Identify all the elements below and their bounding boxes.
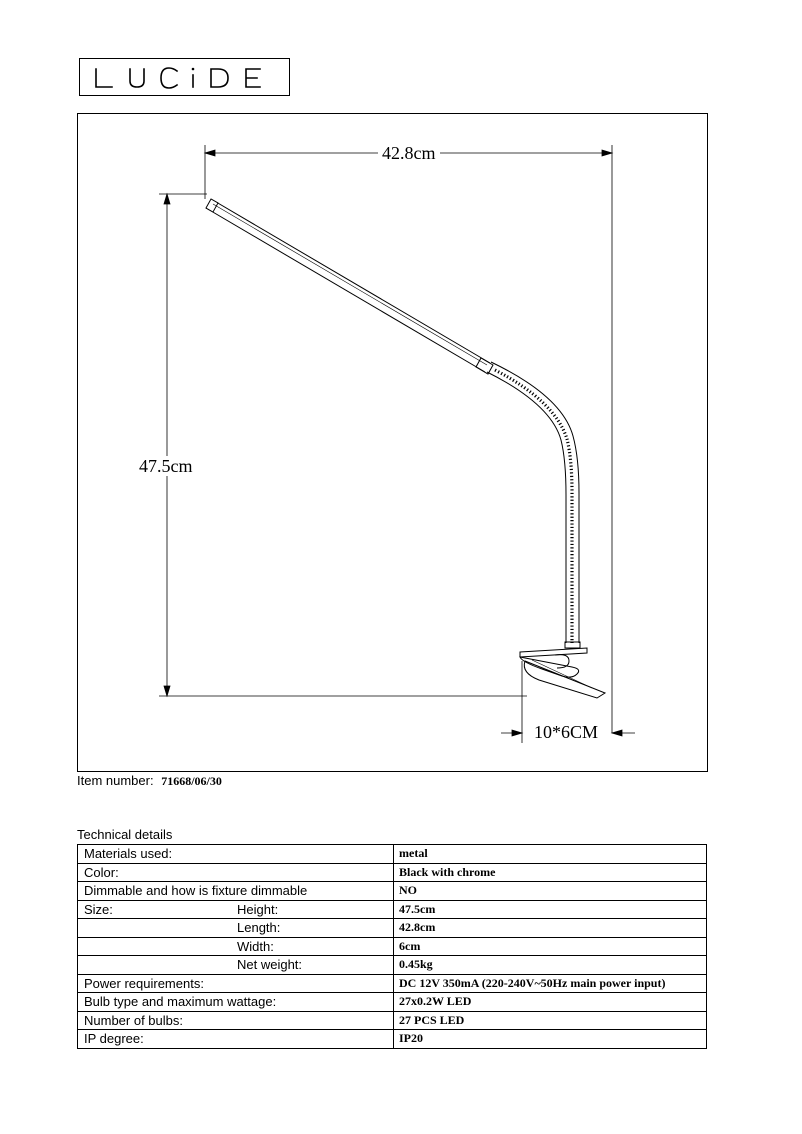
base-dimension-label: 10*6CM	[530, 722, 602, 742]
arrow-down-icon	[164, 686, 170, 696]
table-row	[78, 863, 707, 882]
table-row	[78, 974, 707, 993]
arrow-up-icon	[164, 194, 170, 204]
spec-label: Dimmable and how is fixture dimmable	[78, 882, 394, 901]
spec-value: 6cm	[394, 937, 707, 956]
spec-label: Power requirements:	[78, 974, 394, 993]
spec-value: metal	[394, 845, 707, 864]
table-row	[78, 900, 707, 919]
spec-value: DC 12V 350mA (220-240V~50Hz main power input)	[394, 974, 707, 993]
spec-value: NO	[394, 882, 707, 901]
spec-value: 47.5cm	[394, 900, 707, 919]
spec-label: Bulb type and maximum wattage:	[78, 993, 394, 1012]
clip-base	[520, 642, 605, 698]
spec-value: 0.45kg	[394, 956, 707, 975]
table-row	[78, 919, 707, 938]
spec-value: 42.8cm	[394, 919, 707, 938]
spec-sub-label: Net weight:	[237, 957, 303, 973]
table-row	[78, 845, 707, 864]
logo-lettering	[80, 59, 291, 97]
table-row	[78, 993, 707, 1012]
item-number-value: 71668/06/30	[161, 774, 222, 788]
arrow-right-icon	[602, 150, 612, 156]
table-row	[78, 956, 707, 975]
table-row	[78, 1030, 707, 1049]
length-dimension-label: 42.8cm	[378, 143, 440, 163]
technical-details-heading: Technical details	[77, 827, 173, 842]
spec-label: IP degree:	[78, 1030, 394, 1049]
spec-group-label: Size:	[84, 901, 113, 917]
spec-label	[78, 900, 394, 919]
table-row	[78, 937, 707, 956]
spec-label: Number of bulbs:	[78, 1011, 394, 1030]
spec-label	[78, 937, 394, 956]
spec-label: Color:	[78, 863, 394, 882]
item-number	[77, 772, 222, 790]
table-row	[78, 882, 707, 901]
spec-sub-label: Length:	[237, 920, 281, 936]
table-row	[78, 1011, 707, 1030]
lamp-drawing-svg	[77, 113, 708, 772]
height-dimension-label: 47.5cm	[139, 456, 193, 476]
gooseneck	[487, 362, 579, 643]
spec-label: Materials used:	[78, 845, 394, 864]
technical-details-table	[77, 844, 707, 1049]
technical-drawing	[77, 113, 708, 772]
spec-label	[78, 956, 394, 975]
spec-label	[78, 919, 394, 938]
brand-logo	[79, 58, 290, 96]
spec-value: 27x0.2W LED	[394, 993, 707, 1012]
spec-value: 27 PCS LED	[394, 1011, 707, 1030]
spec-value: IP20	[394, 1030, 707, 1049]
arrow-left-icon	[205, 150, 215, 156]
lamp-arm	[206, 199, 493, 374]
spec-sub-label: Height:	[237, 901, 279, 917]
spec-sub-label: Width:	[237, 938, 274, 954]
item-number-label: Item number:	[77, 773, 154, 788]
spec-value: Black with chrome	[394, 863, 707, 882]
